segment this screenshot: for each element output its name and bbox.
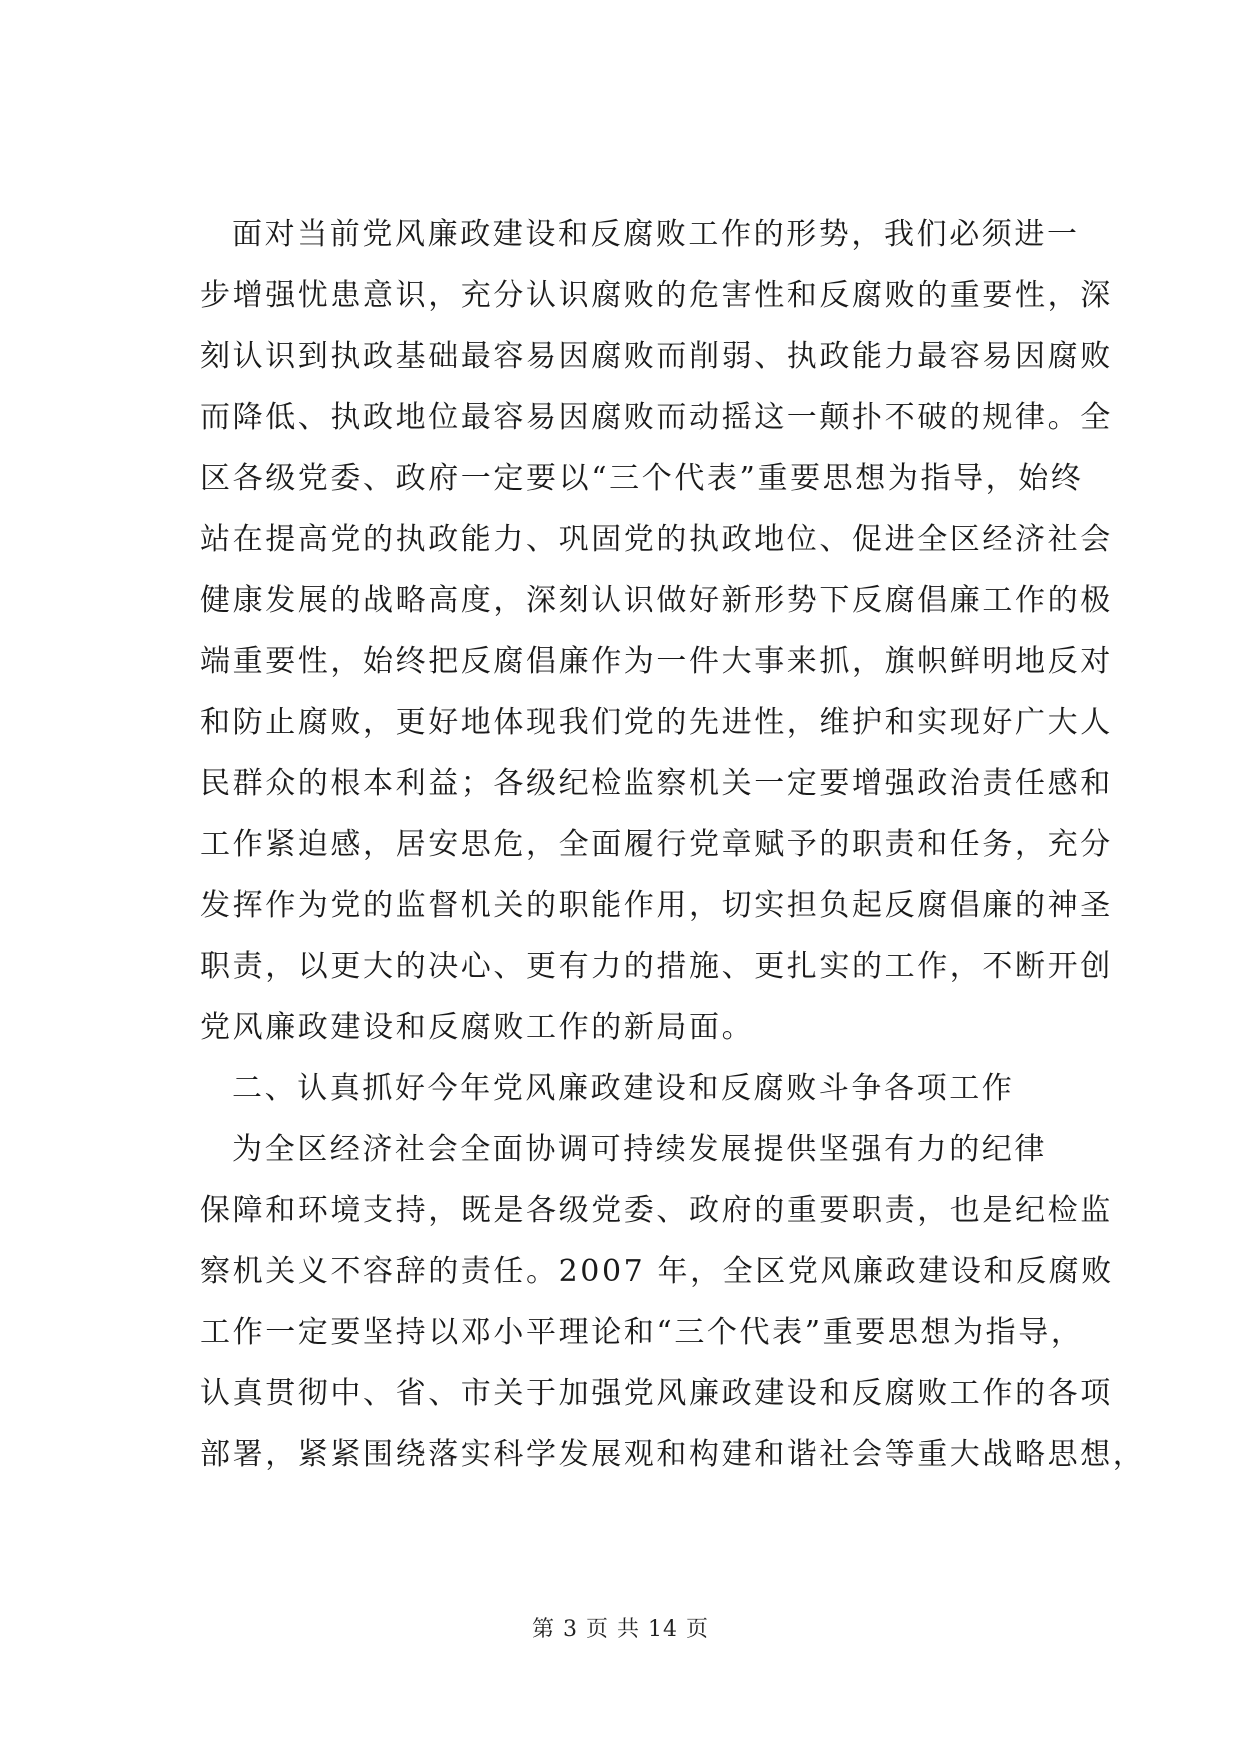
section-heading: 二、认真抓好今年党风廉政建设和反腐败斗争各项工作 bbox=[232, 1071, 1015, 1106]
paragraph-line: 工作紧迫感，居安思危，全面履行党章赋予的职责和任务，充分 bbox=[200, 827, 1113, 862]
paragraph-line: 认真贯彻中、省、市关于加强党风廉政建设和反腐败工作的各项 bbox=[200, 1376, 1113, 1411]
paragraph-line: 而降低、执政地位最容易因腐败而动摇这一颠扑不破的规律。全 bbox=[200, 400, 1113, 435]
paragraph-line: 步增强忧患意识，充分认识腐败的危害性和反腐败的重要性，深 bbox=[200, 278, 1113, 313]
paragraph-line: 党风廉政建设和反腐败工作的新局面。 bbox=[200, 1010, 755, 1045]
paragraph-line: 刻认识到执政基础最容易因腐败而削弱、执政能力最容易因腐败 bbox=[200, 339, 1113, 374]
paragraph-line: 民群众的根本利益；各级纪检监察机关一定要增强政治责任感和 bbox=[200, 766, 1113, 801]
page-number-footer: 第 3 页 共 14 页 bbox=[532, 1617, 709, 1642]
paragraph-line: 察机关义不容辞的责任。2007 年，全区党风廉政建设和反腐败 bbox=[200, 1254, 1114, 1289]
paragraph-line: 工作一定要坚持以邓小平理论和“三个代表”重要思想为指导， bbox=[200, 1315, 1084, 1350]
paragraph-line: 区各级党委、政府一定要以“三个代表”重要思想为指导，始终 bbox=[200, 461, 1084, 496]
paragraph-line: 职责，以更大的决心、更有力的措施、更扎实的工作，不断开创 bbox=[200, 949, 1113, 984]
paragraph-line: 部署，紧紧围绕落实科学发展观和构建和谐社会等重大战略思想， bbox=[200, 1437, 1146, 1472]
paragraph-line: 端重要性，始终把反腐倡廉作为一件大事来抓，旗帜鲜明地反对 bbox=[200, 644, 1113, 679]
document-body bbox=[200, 204, 1146, 1485]
paragraph-line: 站在提高党的执政能力、巩固党的执政地位、促进全区经济社会 bbox=[200, 522, 1113, 557]
paragraph-line: 健康发展的战略高度，深刻认识做好新形势下反腐倡廉工作的极 bbox=[200, 583, 1113, 618]
paragraph-line: 和防止腐败，更好地体现我们党的先进性，维护和实现好广大人 bbox=[200, 705, 1113, 740]
paragraph-line: 面对当前党风廉政建设和反腐败工作的形势，我们必须进一 bbox=[232, 217, 1080, 252]
paragraph-line: 发挥作为党的监督机关的职能作用，切实担负起反腐倡廉的神圣 bbox=[200, 888, 1113, 923]
paragraph-line: 保障和环境支持，既是各级党委、政府的重要职责，也是纪检监 bbox=[200, 1193, 1113, 1228]
paragraph-line: 为全区经济社会全面协调可持续发展提供坚强有力的纪律 bbox=[232, 1132, 1047, 1167]
